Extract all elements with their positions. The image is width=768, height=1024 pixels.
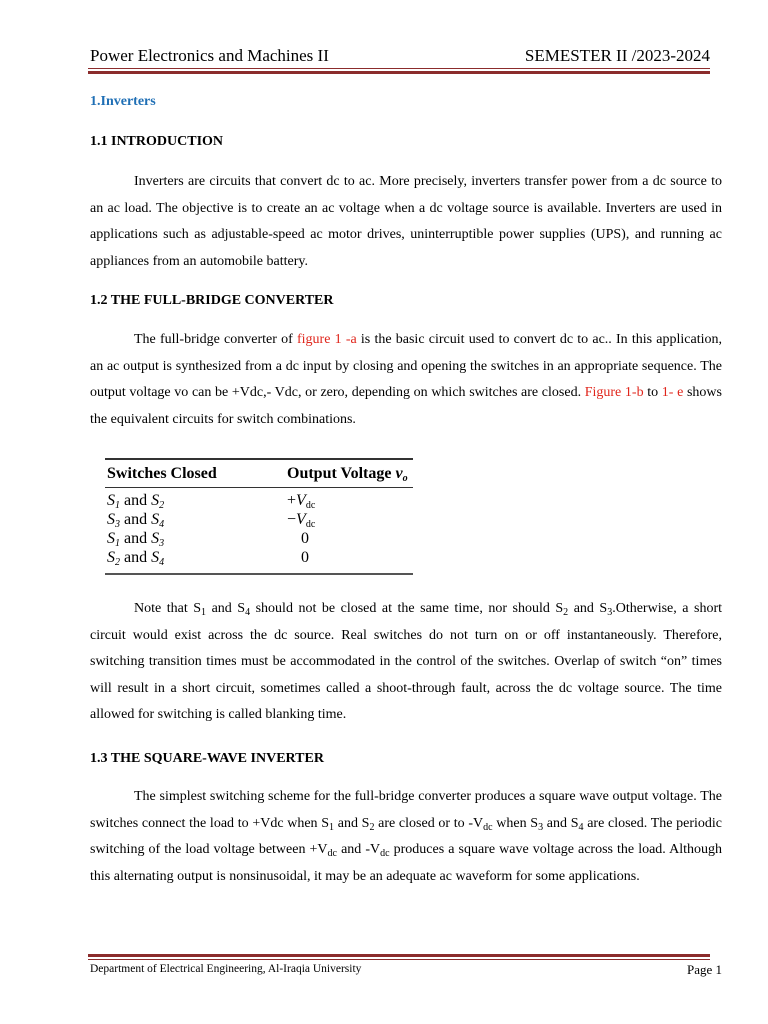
table-header-switches: Switches Closed bbox=[107, 465, 217, 482]
section-title-square-wave: 1.3 THE SQUARE-WAVE INVERTER bbox=[90, 751, 324, 766]
table-row-2-switches: $S_3$ and $S_4$ bbox=[107, 511, 165, 530]
table-row-4-switches: $S_2$ and $S_4$ bbox=[107, 549, 165, 568]
figure-ref-1a: figure 1 -a bbox=[296, 332, 357, 347]
table-row-3-voltage: 0 bbox=[301, 530, 309, 547]
figure-ref-1e: 1- e bbox=[661, 385, 684, 400]
chapter-title: 1.Inverters bbox=[90, 94, 156, 109]
footer-page-number: Page 1 bbox=[686, 962, 722, 977]
table-row-3-switches: $S_1$ and $S_3$ bbox=[107, 530, 165, 549]
table-header-output: Output Voltage $v_o$ bbox=[287, 465, 408, 484]
paragraph-square-wave: The simplest switching scheme for the full-bridge converter produces a square wave output voltage. The switches connect the load to +Vdc when $S_1$ and $S_2$ are closed or to $-V_{dc}$ when $S_3$ and $S_4$ are closed. The periodic switching of the load voltage between $+V_{dc}$ and $-V_{dc}$ produces a square wave voltage across the load. Although this alternating output is nonsinusoidal, it may be an adequate ac waveform for some applications. bbox=[90, 789, 723, 884]
header-rule-thin bbox=[88, 68, 710, 69]
footer-department: Department of Electrical Engineering, Al-Iraqia University bbox=[90, 963, 362, 975]
table-row-1-switches: $S_1$ and $S_2$ bbox=[107, 492, 165, 511]
table-row-2-voltage: $-V_{dc}$ bbox=[287, 511, 316, 530]
table-row-1-voltage: $+V_{dc}$ bbox=[287, 492, 316, 511]
figure-ref-1b: Figure 1-b bbox=[584, 385, 644, 400]
section-title-introduction: 1.1 INTRODUCTION bbox=[90, 134, 224, 149]
paragraph-note: Note that $S_1$ and $S_4$ should not be closed at the same time, nor should $S_2$ and $S_3.Otherwise$, a short circuit would exist across the dc source. Real switches do not turn on or off instantaneously. Therefore, switching transition times must be accommodated in the control of the switches. Overlap of switch “on” times will result in a short circuit, sometimes called a shoot-through fault, across the dc voltage source. The time allowed for switching is called blanking time. bbox=[90, 601, 723, 722]
paragraph-introduction: Inverters are circuits that convert dc to ac. More precisely, inverters transfer power from a dc source to an ac load. The objective is to create an ac voltage when a dc voltage source is available. Inverters are used in applications such as adjustable-speed ac motor drives, uninterruptible power supplies (UPS), and running ac appliances from an automobile battery. bbox=[90, 174, 722, 269]
footer-rule-thick bbox=[88, 954, 710, 957]
table-top-rule bbox=[105, 458, 413, 460]
table-bottom-rule bbox=[105, 573, 413, 575]
header-rule-thick bbox=[88, 71, 710, 74]
section-title-full-bridge: 1.2 THE FULL-BRIDGE CONVERTER bbox=[90, 293, 334, 308]
header-semester: SEMESTER II /2023-2024 bbox=[524, 46, 710, 65]
header-course-title: Power Electronics and Machines II bbox=[90, 46, 329, 65]
footer-rule-thin bbox=[88, 959, 710, 960]
table-header-rule bbox=[105, 487, 413, 488]
paragraph-full-bridge: The full-bridge converter of figure 1 -a is the basic circuit used to convert dc to ac.. In this application, an ac output is synthesized from a dc input by closing and opening the switches in an appropriate sequence. The output voltage vo can be +Vdc,- Vdc, or zero, depending on which switches are closed. Figure 1-b to 1- e shows the equivalent circuits for switch combinations. bbox=[90, 332, 722, 427]
table-row-4-voltage: 0 bbox=[301, 549, 309, 566]
